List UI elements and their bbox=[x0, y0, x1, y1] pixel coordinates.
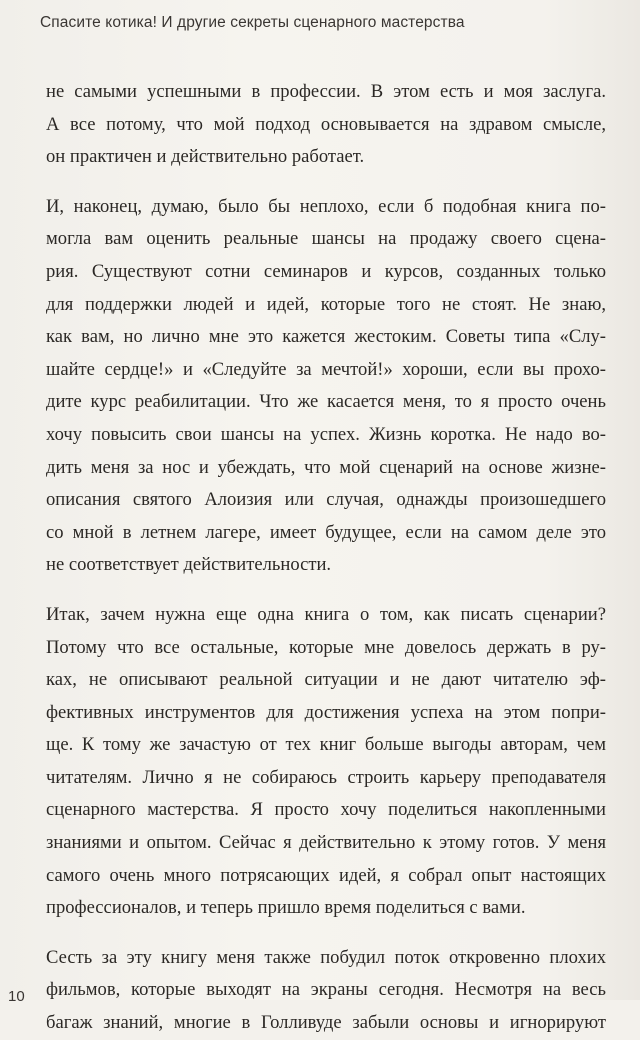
text-line: он практичен и действительно работает. bbox=[46, 146, 365, 168]
text-line: могла вам оценить реальные шансы на продажу своего сцена- bbox=[46, 228, 606, 250]
text-line: Итак, зачем нужна еще одна книга о том, как писать сценарии? bbox=[46, 603, 606, 625]
text-line: шайте сердце!» и «Следуйте за мечтой!» хороши, если вы прохо- bbox=[46, 358, 606, 380]
text-line: фективных инструментов для достижения успеха на этом попри- bbox=[46, 701, 606, 723]
text-line: не соответствует действительности. bbox=[46, 554, 332, 576]
text-line: для поддержки людей и идей, которые того не стоят. Не знаю, bbox=[46, 293, 606, 315]
text-line: самого очень много потрясающих идей, я собрал опыт настоящих bbox=[46, 864, 606, 886]
body-text bbox=[46, 76, 606, 1040]
text-line: не самыми успешными в профессии. В этом есть и моя заслуга. bbox=[46, 81, 606, 102]
running-head: Спасите котика! И другие секреты сценарного мастерства bbox=[40, 14, 465, 31]
text-line: фильмов, которые выходят на экраны сегодня. Несмотря на весь bbox=[46, 979, 606, 1001]
text-line: Потому что все остальные, которые мне довелось держать в ру- bbox=[46, 636, 606, 658]
text-line: хочу повысить свои шансы на успех. Жизнь коротка. Не надо во- bbox=[46, 423, 606, 445]
text-line: дите курс реабилитации. Что же касается меня, то я просто очень bbox=[46, 391, 606, 413]
text-line: как вам, но лично мне это кажется жестоким. Советы типа «Слу- bbox=[46, 326, 606, 348]
text-line: багаж знаний, многие в Голливуде забыли основы и игнорируют bbox=[46, 1012, 606, 1034]
text-line: знаниями и опытом. Сейчас я действительно к этому готов. У меня bbox=[46, 832, 606, 854]
page-number: 10 bbox=[8, 988, 25, 1005]
text-line: ще. К тому же зачастую от тех книг больше выгоды авторам, чем bbox=[46, 734, 606, 756]
text-line: рия. Существуют сотни семинаров и курсов, созданных только bbox=[46, 260, 606, 282]
text-line: со мной в летнем лагере, имеет будущее, если на самом деле это bbox=[46, 521, 606, 543]
paragraph bbox=[46, 942, 606, 1040]
paragraph bbox=[46, 76, 606, 174]
text-line: ках, не описывают реальной ситуации и не дают читателю эф- bbox=[46, 669, 606, 691]
paragraph bbox=[46, 599, 606, 925]
text-line: дить меня за нос и убеждать, что мой сценарий на основе жизне- bbox=[46, 456, 606, 478]
text-line: А все потому, что мой подход основывается на здравом смысле, bbox=[46, 113, 606, 135]
paragraph bbox=[46, 191, 606, 582]
text-line: сценарного мастерства. Я просто хочу поделиться накопленными bbox=[46, 799, 606, 821]
text-line: Сесть за эту книгу меня также побудил поток откровенно плохих bbox=[46, 946, 606, 968]
text-line: И, наконец, думаю, было бы неплохо, если б подобная книга по- bbox=[46, 195, 606, 217]
text-line: описания святого Алоизия или случая, однажды произошедшего bbox=[46, 489, 606, 511]
text-line: читателям. Лично я не собираюсь строить карьеру преподавателя bbox=[46, 766, 606, 788]
text-line: профессионалов, и теперь пришло время поделиться с вами. bbox=[46, 897, 526, 919]
